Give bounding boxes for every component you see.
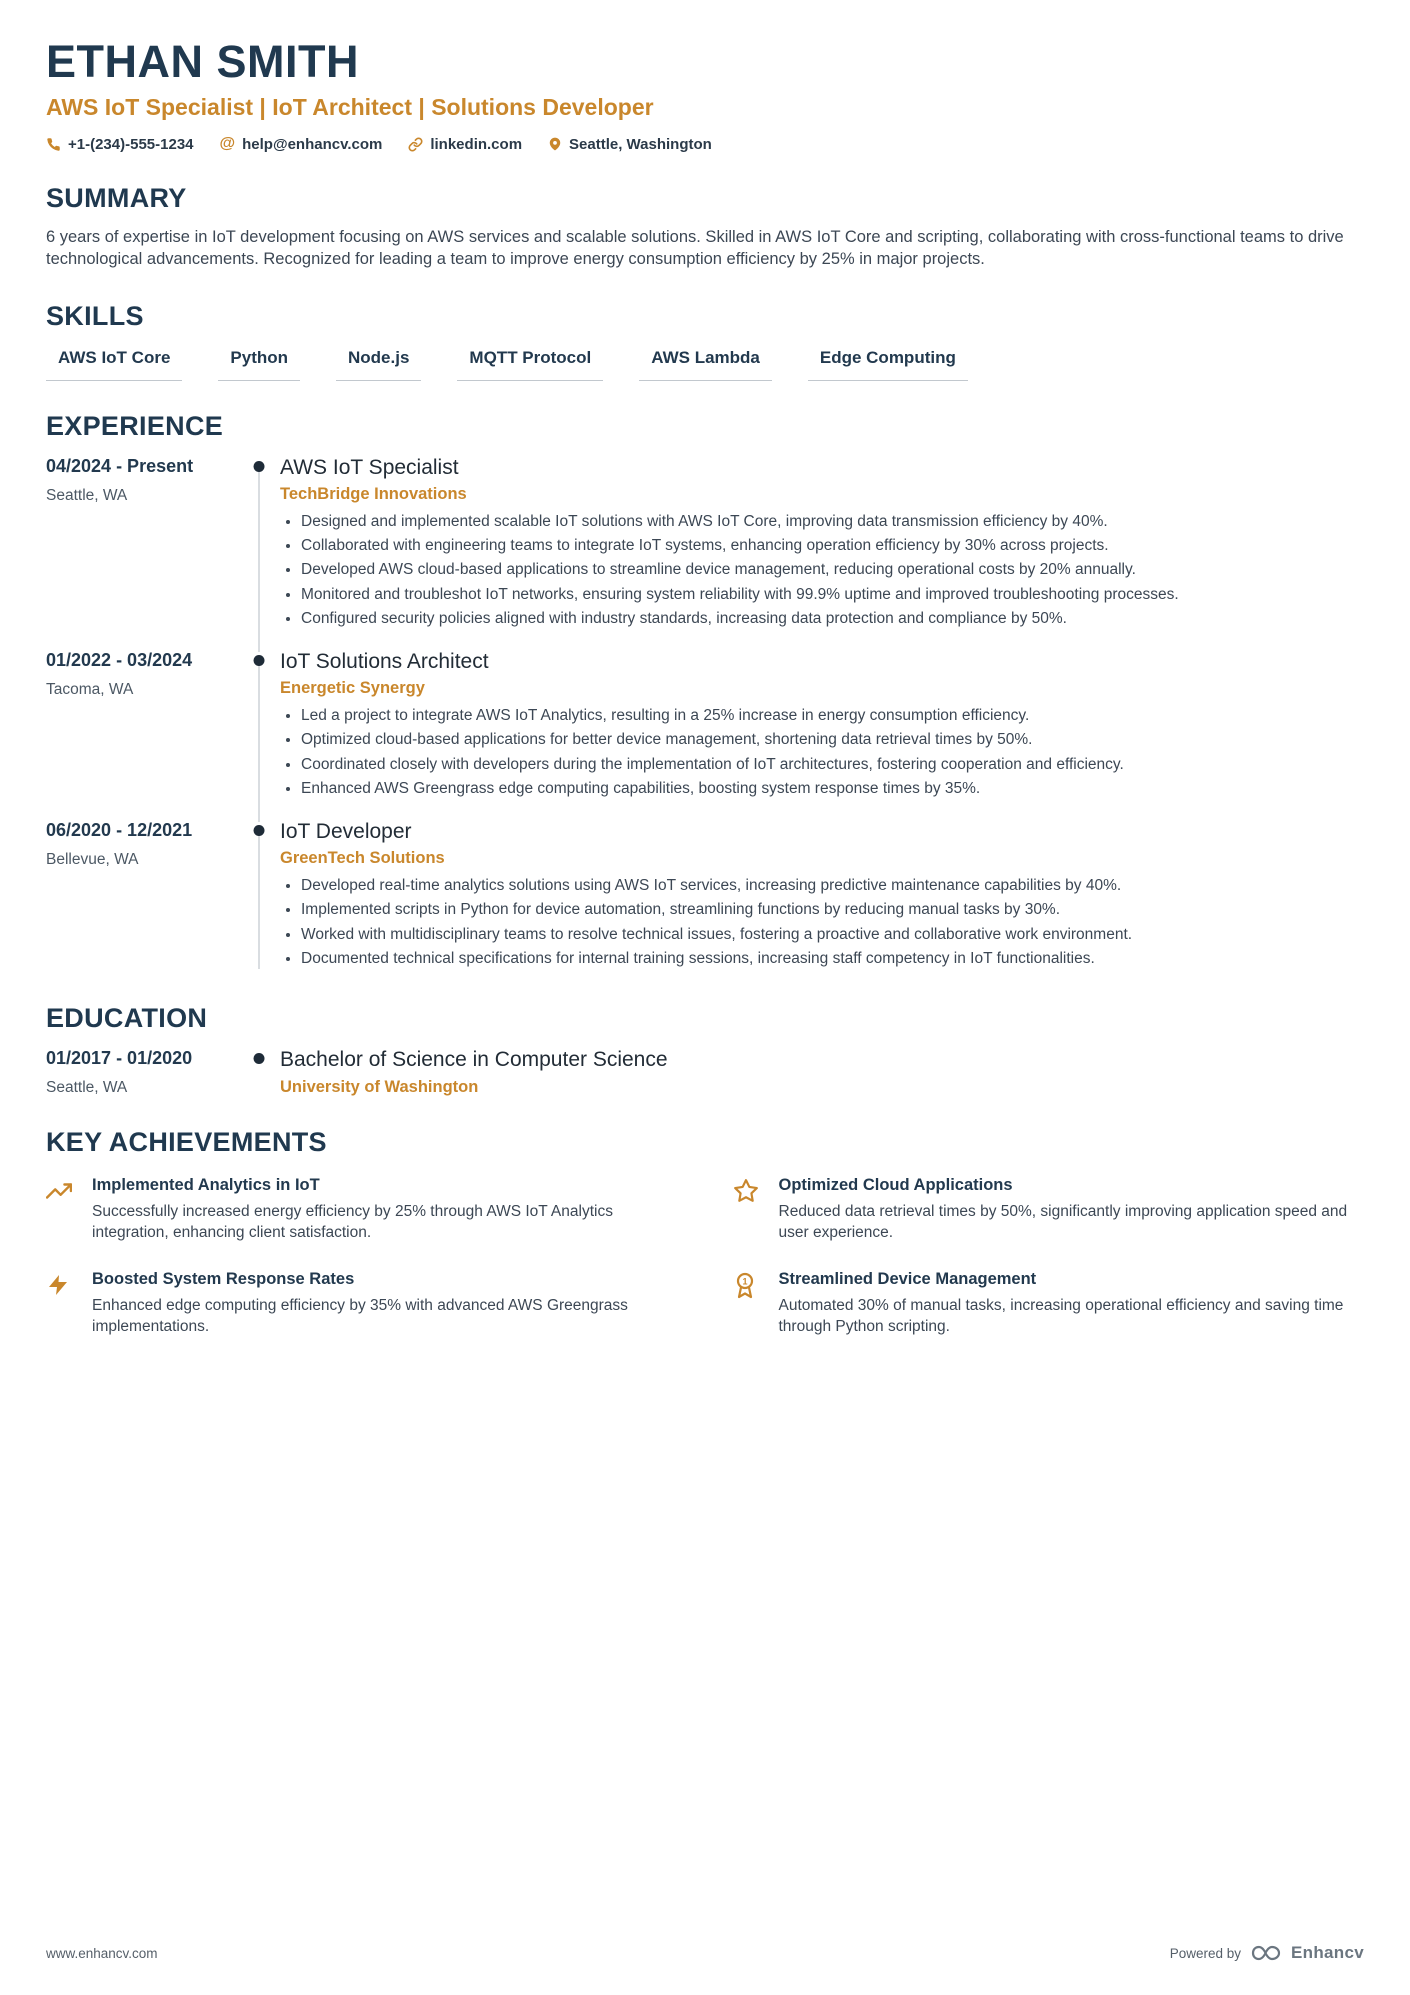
timeline-marker [238,650,280,804]
entry-content [280,820,1364,974]
entry-dates: 06/2020 - 12/2021 [46,819,193,840]
skill-item: AWS Lambda [639,348,772,381]
bullet-item: • Configured security policies aligned with industry standards, increasing data protection and compliance by 50%. [301,609,1364,629]
skills-section [46,301,1364,381]
bullet-item: • Worked with multidisciplinary teams to resolve technical issues, fostering a proactive and collaborative work environment. [301,925,1364,945]
entry-company: TechBridge Innovations [280,484,467,503]
bullet-item: • Led a project to integrate AWS IoT Analytics, resulting in a 25% increase in energy consumption efficiency. [301,706,1364,726]
entry-bullets [280,876,1364,970]
job-title: AWS IoT Specialist | IoT Architect | Solutions Developer [46,94,654,120]
summary-text: 6 years of expertise in IoT development focusing on AWS services and scalable solutions. Skilled in AWS IoT Core and scripting, collaborating with cross-functional teams to drive technological advancements. Recognized for leading a team to improve energy consumption efficiency by 25% in major projects. [46,228,1344,269]
entry-meta [46,1048,238,1097]
skill-item: Node.js [336,348,421,381]
entry-meta [46,650,238,804]
bullet-item: • Monitored and troubleshot IoT networks, ensuring system reliability with 99.9% uptime and improved troubleshooting processes. [301,585,1364,605]
experience-entry [46,650,1364,804]
entry-dates: 01/2022 - 03/2024 [46,649,193,670]
skills-list [46,348,1364,381]
person-name: ETHAN SMITH [46,36,359,87]
svg-text:1: 1 [741,1276,748,1287]
skill-item: AWS IoT Core [46,348,182,381]
star-icon [733,1176,779,1244]
achievement-title: Boosted System Response Rates [92,1270,355,1289]
contact-email[interactable] [220,135,383,153]
achievement-text: Successfully increased energy efficiency by 25% through AWS IoT Analytics integration, enhancing client satisfaction. [92,1203,613,1242]
achievement-content [92,1176,678,1244]
summary-section [46,183,1364,271]
footer-website[interactable]: www.enhancv.com [46,1945,158,1961]
location-icon [548,136,562,152]
skill-item: Python [218,348,300,381]
bullet-item: • Optimized cloud-based applications for better device management, shortening data retrieval times by 50%. [301,730,1364,750]
entry-bullets [280,512,1364,630]
achievement-item [46,1270,678,1338]
lightning-icon [46,1270,92,1338]
education-heading: EDUCATION [46,1003,208,1034]
entry-location: Bellevue, WA [46,850,139,868]
entry-company: Energetic Synergy [280,678,425,697]
entry-location: Tacoma, WA [46,680,134,698]
achievement-item [733,1270,1365,1338]
analytics-icon [46,1176,92,1244]
email-text: help@enhancv.com [242,135,383,153]
contact-location [548,136,712,153]
entry-location: Seattle, WA [46,1079,128,1097]
bullet-item: • Designed and implemented scalable IoT solutions with AWS IoT Core, improving data transmission efficiency by 40%. [301,512,1364,532]
entry-location: Seattle, WA [46,486,128,504]
entry-bullets [280,706,1364,800]
medal-icon [733,1270,779,1338]
contact-row [46,135,1364,153]
achievement-content [779,1270,1365,1338]
email-icon: @ [219,135,236,152]
achievement-content [92,1270,678,1338]
entry-role: IoT Developer [280,819,412,843]
footer [46,1943,1364,1963]
achievement-content [779,1176,1365,1244]
footer-branding [1170,1943,1364,1963]
entry-meta [46,456,238,634]
entry-content [280,650,1364,804]
skills-heading: SKILLS [46,300,144,331]
achievement-title: Optimized Cloud Applications [778,1176,1013,1195]
achievement-text: Enhanced edge computing efficiency by 35% with advanced AWS Greengrass implementations. [92,1297,628,1336]
header [46,36,1364,153]
achievements-heading: KEY ACHIEVEMENTS [46,1127,327,1158]
location-text: Seattle, Washington [569,135,712,153]
entry-dates: 01/2017 - 01/2020 [46,1048,193,1069]
achievement-item [46,1176,678,1244]
entry-content [280,456,1364,634]
degree-title: Bachelor of Science in Computer Science [280,1048,668,1072]
phone-text: +1-(234)-555-1234 [68,135,194,153]
entry-dates: 04/2024 - Present [46,455,194,476]
bullet-item: • Implemented scripts in Python for device automation, streamlining functions by reducing manual tasks by 30%. [301,900,1364,920]
achievement-title: Implemented Analytics in IoT [92,1176,320,1195]
timeline-marker [238,1048,280,1097]
achievements-grid [46,1176,1364,1338]
bullet-item: • Collaborated with engineering teams to integrate IoT systems, enhancing operation efficiency by 30% across projects. [301,536,1364,556]
contact-phone[interactable] [46,136,194,153]
skill-item: Edge Computing [808,348,968,381]
bullet-item: • Developed AWS cloud-based applications to streamline device management, reducing operational costs by 20% annually. [301,560,1364,580]
bullet-item: • Documented technical specifications for internal training sessions, increasing staff competency in IoT functionalities. [301,949,1364,969]
entry-content [280,1048,1364,1097]
bullet-item: • Coordinated closely with developers during the implementation of IoT architectures, fostering cooperation and efficiency. [301,755,1364,775]
enhancv-logo-icon [1251,1945,1281,1961]
experience-heading: EXPERIENCE [46,410,224,441]
achievement-title: Streamlined Device Management [778,1270,1037,1289]
achievement-text: Automated 30% of manual tasks, increasing operational efficiency and saving time through Python scripting. [778,1297,1344,1336]
experience-section [46,411,1364,974]
experience-entry [46,820,1364,974]
achievement-text: Reduced data retrieval times by 50%, significantly improving application speed and user experience. [778,1203,1348,1242]
entry-meta [46,820,238,974]
linkedin-text: linkedin.com [430,135,523,153]
phone-icon [46,137,61,152]
bullet-item: • Enhanced AWS Greengrass edge computing capabilities, boosting system response times by 35%. [301,779,1364,799]
achievements-section [46,1127,1364,1338]
achievement-item [733,1176,1365,1244]
education-section [46,1003,1364,1097]
entry-role: AWS IoT Specialist [280,455,459,479]
timeline-marker [238,456,280,634]
entry-role: IoT Solutions Architect [280,649,489,673]
brand-name[interactable]: Enhancv [1291,1943,1364,1962]
contact-linkedin[interactable] [408,136,522,153]
experience-entry [46,456,1364,634]
link-icon [408,137,423,152]
bullet-item: • Developed real-time analytics solutions using AWS IoT services, increasing predictive maintenance capabilities by 40%. [301,876,1364,896]
timeline-marker [238,820,280,974]
entry-company: GreenTech Solutions [280,848,445,867]
skill-item: MQTT Protocol [457,348,603,381]
school-name: University of Washington [280,1078,479,1097]
summary-heading: SUMMARY [46,183,187,213]
education-entry [46,1048,1364,1097]
powered-by-label: Powered by [1169,1945,1242,1961]
